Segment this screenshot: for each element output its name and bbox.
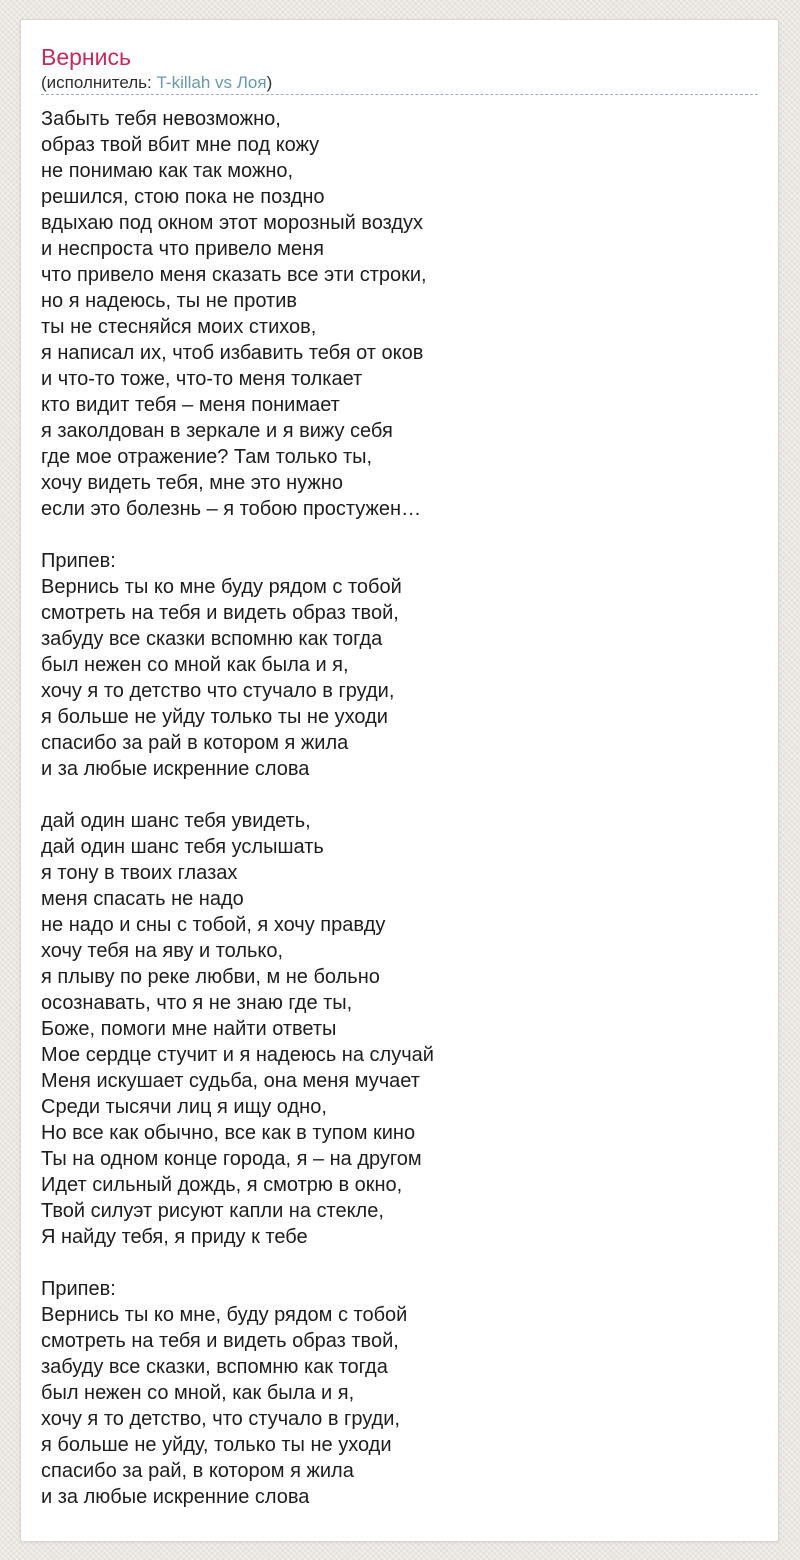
artist-label: (исполнитель: — [41, 73, 157, 92]
artist-line — [41, 73, 758, 95]
lyric-line: решился, стою пока не поздно — [41, 186, 325, 208]
lyric-line: вдыхаю под окном этот морозный воздух — [41, 212, 424, 234]
lyric-line: где мое отражение? Там только ты, — [41, 446, 373, 468]
lyric-line: Вернись ты ко мне буду рядом с тобой — [41, 576, 402, 598]
lyric-line: смотреть на тебя и видеть образ твой, — [41, 1330, 399, 1352]
lyrics — [41, 106, 758, 1510]
lyric-line: был нежен со мной, как была и я, — [41, 1382, 355, 1404]
lyric-line: Меня искушает судьба, она меня мучает — [41, 1070, 420, 1092]
lyric-block — [41, 106, 758, 522]
lyric-line: Среди тысячи лиц я ищу одно, — [41, 1096, 327, 1118]
lyric-line: был нежен со мной как была и я, — [41, 654, 349, 676]
lyric-line: и за любые искренние слова — [41, 758, 310, 780]
lyric-line: хочу тебя на яву и только, — [41, 940, 284, 962]
lyric-line: я больше не уйду только ты не уходи — [41, 706, 388, 728]
lyric-line: меня спасать не надо — [41, 888, 244, 910]
lyric-line: Вернись ты ко мне, буду рядом с тобой — [41, 1304, 408, 1326]
lyric-line: спасибо за рай, в котором я жила — [41, 1460, 354, 1482]
lyric-line: я плыву по реке любви, м не больно — [41, 966, 380, 988]
lyric-line: хочу я то детство что стучало в груди, — [41, 680, 395, 702]
lyric-line: и за любые искренние слова — [41, 1486, 310, 1508]
lyric-line: и неспроста что привело меня — [41, 238, 324, 260]
page-title: Вернись — [41, 44, 131, 70]
lyric-line: забуду все сказки вспомню как тогда — [41, 628, 383, 650]
lyric-line: Боже, помоги мне найти ответы — [41, 1018, 337, 1040]
lyric-block — [41, 1276, 758, 1510]
lyric-line: Забыть тебя невозможно, — [41, 108, 281, 130]
lyric-line: Припев: — [41, 1278, 116, 1300]
lyrics-card — [20, 19, 779, 1542]
lyric-line: образ твой вбит мне под кожу — [41, 134, 320, 156]
lyric-line: хочу видеть тебя, мне это нужно — [41, 472, 343, 494]
lyric-line: но я надеюсь, ты не против — [41, 290, 298, 312]
lyric-line: Идет сильный дождь, я смотрю в окно, — [41, 1174, 403, 1196]
lyric-line: Я найду тебя, я приду к тебе — [41, 1226, 308, 1248]
lyric-line: Припев: — [41, 550, 116, 572]
lyric-line: Мое сердце стучит и я надеюсь на случай — [41, 1044, 434, 1066]
lyric-line: я написал их, чтоб избавить тебя от оков — [41, 342, 424, 364]
lyric-line: смотреть на тебя и видеть образ твой, — [41, 602, 399, 624]
lyric-line: хочу я то детство, что стучало в груди, — [41, 1408, 400, 1430]
lyric-line: дай один шанс тебя услышать — [41, 836, 324, 858]
lyric-line: я больше не уйду, только ты не уходи — [41, 1434, 392, 1456]
lyric-block — [41, 548, 758, 782]
lyric-line: спасибо за рай в котором я жила — [41, 732, 349, 754]
artist-close-paren: ) — [266, 73, 273, 92]
lyric-line: что привело меня сказать все эти строки, — [41, 264, 427, 286]
lyric-line: Твой силуэт рисуют капли на стекле, — [41, 1200, 384, 1222]
lyric-line: осознавать, что я не знаю где ты, — [41, 992, 353, 1014]
lyric-line: Ты на одном конце города, я – на другом — [41, 1148, 422, 1170]
lyric-line: дай один шанс тебя увидеть, — [41, 810, 311, 832]
lyric-line: ты не стесняйся моих стихов, — [41, 316, 317, 338]
lyric-line: кто видит тебя – меня понимает — [41, 394, 340, 416]
lyric-line: не понимаю как так можно, — [41, 160, 294, 182]
lyric-line: и что-то тоже, что-то меня толкает — [41, 368, 363, 390]
lyric-block — [41, 808, 758, 1250]
lyric-line: я заколдован в зеркале и я вижу себя — [41, 420, 393, 442]
lyric-line: если это болезнь – я тобою простужен… — [41, 498, 422, 520]
lyric-line: я тону в твоих глазах — [41, 862, 238, 884]
artist-link[interactable]: T-killah vs Лоя — [156, 73, 267, 92]
lyric-line: не надо и сны с тобой, я хочу правду — [41, 914, 386, 936]
lyric-line: Но все как обычно, все как в тупом кино — [41, 1122, 416, 1144]
lyric-line: забуду все сказки, вспомню как тогда — [41, 1356, 388, 1378]
